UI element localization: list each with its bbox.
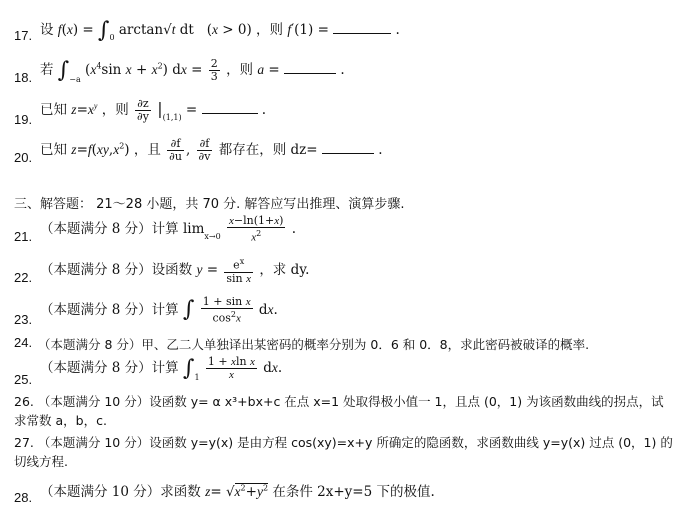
fraction: $\frac{\text{1 + sin x}}{\cos^2x}$ <box>202 295 251 325</box>
answer-blank-17[interactable] <box>333 21 391 34</box>
q17-prefix: 设 <box>40 22 54 38</box>
question-number: 28. <box>14 490 33 505</box>
question-18: 若 $\int_{-a}$ ($x^4\sin$ $x + x^2$) dx = $\frac{2}{3}$ ，则 a = . 18. <box>14 57 345 85</box>
question-22: （本题满分 8 分）设函数 y = $\frac{e^x}{\text{sin x}}$ ，求 dy. 22. <box>14 257 310 285</box>
fraction: $\frac{e^x}{\text{sin x}}$ <box>226 257 252 285</box>
question-number: 25. <box>14 372 33 387</box>
question-17: 设 $f(x) = \int_0$ arctan√t dt (x > 0) ，则 f′(1) = . 17. <box>14 17 400 43</box>
integral-sign: ∫ <box>98 17 110 43</box>
question-19: 已知 $z=x^y$ ，则 $\frac{\partial z}{\partial y}$ $|_{(1,1)}$ = . 19. <box>14 97 267 127</box>
q17-formula: f <box>57 22 62 37</box>
question-26 <box>14 392 674 430</box>
answer-blank-18[interactable] <box>284 61 336 74</box>
question-25: （本题满分 8 分）计算 $\int_1$ $\frac{\text{1 + xln x}}{x}$ dx. 25. <box>14 355 283 387</box>
partial-derivative: $\frac{\partial z}{\partial y}$ <box>137 97 149 123</box>
fraction: $\frac{\text{1 + xln x}}{x}$ <box>207 355 255 381</box>
question-number: 20. <box>14 150 33 165</box>
partial-derivative: $\frac{\partial f}{\partial u}$ <box>169 137 182 163</box>
question-27 <box>14 433 674 471</box>
question-number: 18. <box>14 70 33 85</box>
question-number: 26. <box>14 394 34 409</box>
section-heading: 三、解答题： 21～28 小题，共 70 分. 解答应写出推理、演算步骤. <box>14 197 405 212</box>
question-number: 19. <box>14 112 33 127</box>
question-text: （本题满分 10 分）设函数 y= α x³+bx+c 在点 x=1 处取得极小值一 1，且点 (0，1) 为该函数曲线的拐点，试求常数 a，b，c. <box>14 394 664 428</box>
question-21: （本题满分 8 分）计算 $\lim_{x\to 0}$ $\frac{x-\ln(1+x)}{x^2}$ . 21. <box>14 214 297 244</box>
partial-derivative: $\frac{\partial f}{\partial v}$ <box>198 137 211 163</box>
integral-sign: ∫ <box>182 355 195 381</box>
question-number: 22. <box>14 270 33 285</box>
sqrt-expression: $√x^2+y^2$ <box>225 483 269 500</box>
question-number: 24. <box>14 335 33 350</box>
question-23: （本题满分 8 分）计算 ∫ $\frac{\text{1 + sin x}}{\cos^2x}$ dx. 23. <box>14 295 278 327</box>
answer-blank-19[interactable] <box>202 101 258 114</box>
question-24 <box>0 333 686 353</box>
fraction: $\frac{2}{3}$ <box>210 57 218 83</box>
question-28: （本题满分 10 分）求函数 $z= √x^2+y^2$ 在条件 2x+y=5 下的极值. 28. <box>14 483 435 505</box>
question-number: 23. <box>14 312 33 327</box>
fraction: $\frac{x-\ln(1+x)}{x^2}$ <box>229 214 284 244</box>
question-text: （本题满分 10 分）设函数 y=y(x) 是由方程 cos(xy)=x+y 所确定的隐函数，求函数曲线 y=y(x) 过点 (0，1) 的切线方程. <box>14 435 673 469</box>
question-number: 27. <box>14 435 34 450</box>
q17-suffix: ，则 f′(1) = <box>256 22 334 38</box>
question-20: 已知 $z=f(xy,x^2)$ ，且 $\frac{\partial f}{\partial u}$ , $\frac{\partial f}{\partial v}$ 都存在，则 dz= . 20. <box>14 137 383 165</box>
question-text: （本题满分 8 分）甲、乙二人单独译出某密码的概率分别为 0．6 和 0．8，求此密码被破译的概率. <box>38 337 590 352</box>
answer-blank-20[interactable] <box>322 141 374 154</box>
integral-sign: ∫ <box>182 297 195 323</box>
question-number: 21. <box>14 229 33 244</box>
question-number: 17. <box>14 28 33 43</box>
integral-sign: ∫ <box>57 57 70 83</box>
